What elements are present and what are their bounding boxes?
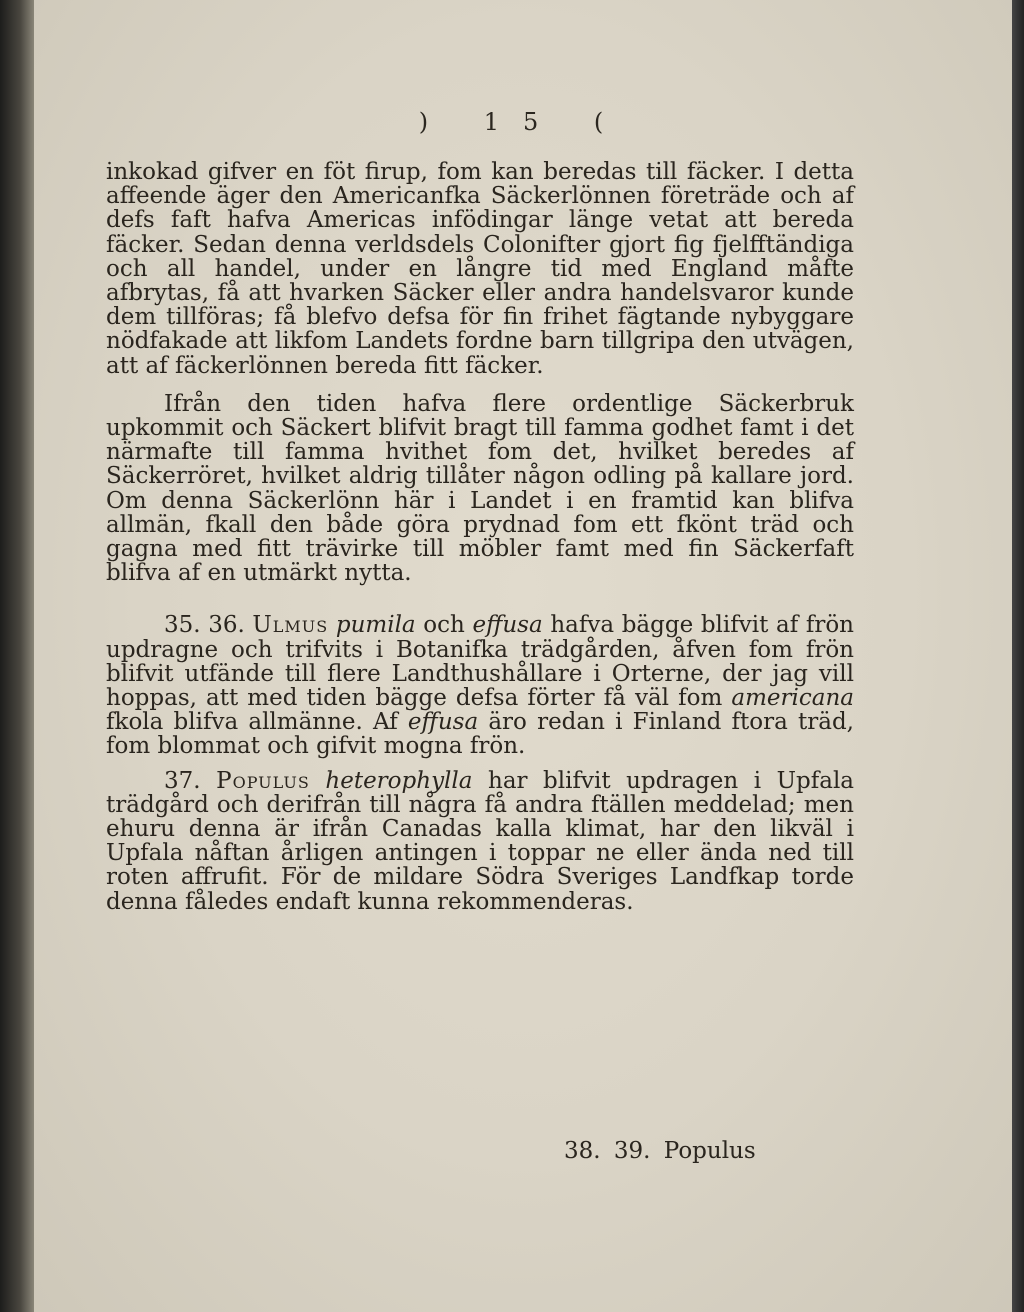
paragraph-3 — [106, 613, 854, 758]
page-number-header: ) 15 ( — [418, 108, 628, 136]
paragraph-text: äro redan i Finland ftora träd, fom blommat och gifvit mogna frön. — [106, 709, 854, 760]
body-text — [106, 160, 854, 914]
paragraph-4 — [106, 769, 854, 914]
species-name: heterophylla — [325, 767, 473, 794]
catchword-footer: 38. 39. Populus — [564, 1138, 756, 1164]
paragraph-1: inkokad gifver en föt firup, fom kan beredas till fäcker. I detta affeende äger den Americanfka Säckerlönnen företräde och af defs faft hafva Americas infödingar länge vetat att bereda fäcker. Sedan denna verldsdels Colonifter gjort fig fjelfftändiga och all handel, under en långre tid med England måfte afbrytas, få att hvarken Säcker eller andra handelsvaror kunde dem tillföras; få blefvo defsa för fin frihet fägtande nybyggare nödfakade att likfom Landets fordne barn tillgripa den utvägen, att af fäckerlönnen bereda fitt fäcker. — [106, 159, 854, 379]
entry-number: 37. — [164, 767, 201, 794]
paragraph-text: hafva bägge blifvit af frön updragne och trifvits i Botanifka trädgården, åfven fom frön blifvit utfände till flere Landthushållare i Orterne, der jag vill hoppas, att med tiden bägge defsa förter få väl fom — [106, 612, 854, 712]
book-page — [34, 0, 1012, 1312]
connector-text: och — [423, 612, 465, 639]
paragraph-text: har blifvit updragen i Upfala trädgård och derifrån till några få andra ftällen meddelad; men ehuru denna är ifrån Canadas kalla klimat, har den likväl i Upfala nåftan årligen antingen i toppar ne eller ända ned till roten affrufit. För de mildare Södra Sveriges Landfkap torde denna fåledes endaft kunna rekommenderas. — [106, 767, 855, 915]
entry-number: 35. 36. — [164, 612, 245, 639]
binding-edge — [0, 0, 34, 1312]
genus-name: Populus — [216, 767, 310, 794]
species-name: americana — [731, 685, 854, 712]
species-name: pumila — [335, 612, 416, 639]
genus-name: Ulmus — [252, 612, 329, 639]
species-name: effusa — [407, 709, 479, 736]
species-name: effusa — [472, 612, 543, 639]
paragraph-2: Ifrån den tiden hafva flere ordentlige Säckerbruk upkommit och Säckert blifvit bragt till famma godhet famt i det närmafte till famma hvithet fom det, hvilket beredes af Säckerröret, hvilket aldrig tillåter någon odling på kallare jord. Om denna Säckerlönn här i Landet i en framtid kan blifva allmän, fkall den både göra prydnad fom ett fkönt träd och gagna med fitt trävirke till möbler famt med fin Säckerfaft blifva af en utmärkt nytta. — [106, 390, 854, 587]
paragraph-text: fkola blifva allmänne. Af — [106, 709, 398, 736]
